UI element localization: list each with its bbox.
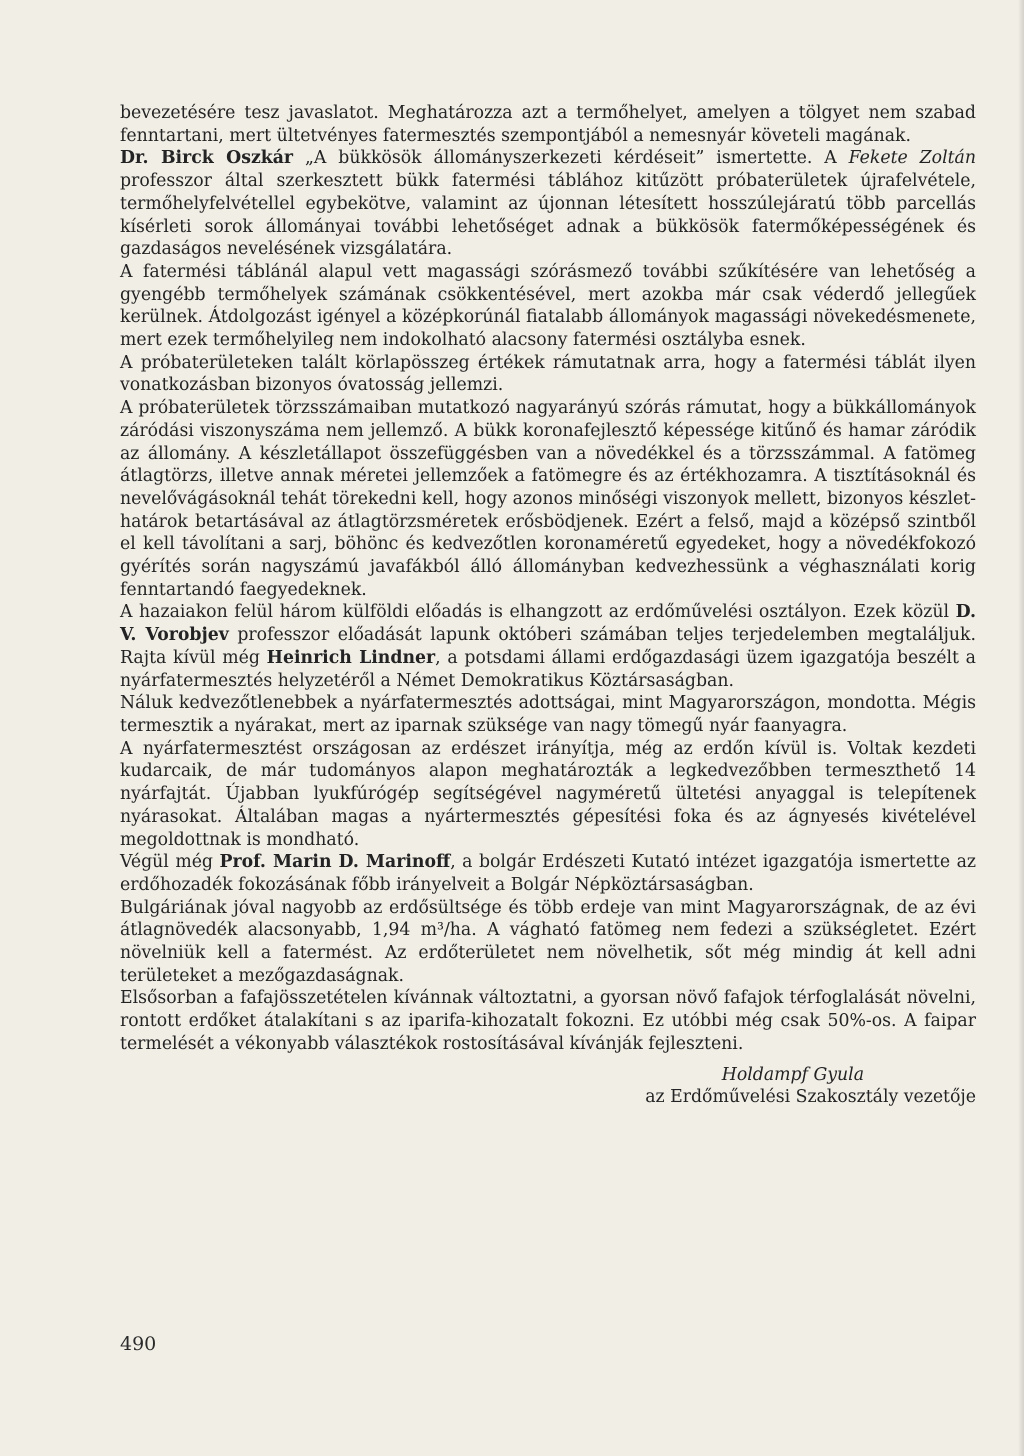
italic-name: Fekete Zoltán	[848, 148, 976, 169]
signature-name: Holdampf Gyula	[721, 1064, 864, 1085]
person-name: Dr. Birck Oszkár	[120, 148, 294, 169]
page-number: 490	[120, 1333, 157, 1355]
article-body	[120, 102, 976, 1109]
paragraph	[120, 601, 976, 692]
paragraph	[120, 147, 976, 261]
person-name: Prof. Marin D. Marinoff	[219, 852, 451, 873]
paragraph	[120, 897, 976, 988]
person-name: Heinrich Lindner	[266, 647, 436, 668]
text-run: A nyárfatermesztést országosan az erdészet irányítja, még az erdőn kívül is. Voltak kezdeti kudarcaik, de már tudományos alapon meghatározták a legkedvezőbben termeszthető 14 nyárfajtát. Újabban lyukfúrógép segítségével nagyméretű ültetési anyaggal is telepítenek nyárasokat. Általában magas a nyártermesztés gépesítési foka és az ágnyesés kivételével megoldottnak is mondható.	[120, 738, 976, 850]
text-run: bevezetésére tesz javaslatot. Meghatározza azt a termőhelyet, amelyen a tölgyet nem szabad fenntartani, mert ültetvényes fatermesztés szempontjából a nemesnyár követeli magának.	[120, 103, 976, 146]
paragraph	[120, 738, 976, 852]
text-run: professzor által szerkesztett bükk fatermési táblához kitűzött próbaterületek újrafelvétele, termőhelyfelvétellel egybekötve, valamint az újonnan létesített hosszúlejáratú több parcellás kísérleti sorok állományai további lehetőséget adnak a bükkösök fatermőképességének és gazdaságos nevelésének vizsgálatára.	[120, 171, 976, 260]
paragraph	[120, 352, 976, 397]
text-run: Bulgáriának jóval nagyobb az erdősültsége és több erdeje van mint Magyarországnak, de az évi átlagnövedék alacsonyabb, 1,94 m³/ha. A vágható fatömeg nem fedezi a szükségletet. Ezért növelniük kell a fatermést. Az erdőterületet nem növelhetik, sőt még mindig át kell adni területeket a mezőgazdaságnak.	[120, 897, 976, 986]
text-run: , a potsdami állami erdőgazdasági üzem igazgatója beszélt a nyárfatermesztés helyzetéről a Német Demokratikus Köztársaságban.	[120, 647, 976, 691]
text-run: Végül még	[120, 852, 220, 873]
paragraph	[120, 261, 976, 352]
text-run: Náluk kedvezőtlenebbek a nyárfatermesztés adottságai, mint Magyarországon, mondotta. Mégis termesztik a nyárakat, mert az iparnak szüksége van nagy tömegű nyár faanyagra.	[120, 693, 976, 736]
page-edge-shadow	[1018, 0, 1024, 1456]
text-run: A próbaterületeken talált körlapösszeg értékek rámutatnak arra, hogy a fatermési táblát ilyen vonatkozásban bizonyos óvatosság jellemzi.	[120, 352, 976, 396]
text-run: A fatermési táblánál alapul vett magassági szórásmező további szűkítésére van lehetőség a gyengébb termőhelyek számának csökkentésével, mert azokba már csak véderdő jellegűek kerülnek. Átdolgozást igényel a középkorúnál fiatalabb állományok magassági növekedésmenete, mert ezek termőhelyileg nem indokolható alacsony fatermési osztályba esnek.	[120, 261, 976, 351]
paragraph	[120, 851, 976, 896]
paragraph	[120, 987, 976, 1055]
text-run: , a bolgár Erdészeti Kutató intézet igazgatója ismertette az erdőhozadék fokozásának főbb irányelveit a Bolgár Népköztársaságban.	[120, 852, 976, 895]
paragraph	[120, 692, 976, 737]
paragraph	[120, 102, 976, 147]
text-run: Elsősorban a fafajösszetételen kívánnak változtatni, a gyorsan növő fafajok térfoglalását növelni, rontott erdőket átalakítani s az iparifa-kihozatalt fokozni. Ez utóbbi még csak 50%-os. A faipar termelését a vékonyabb választékok rostosításával kívánják fejleszteni.	[120, 988, 976, 1054]
text-run: A hazaiakon felül három külföldi előadás is elhangzott az erdőművelési osztályon. Ezek közül	[120, 602, 956, 623]
person-name: D. V. Vorobjev	[120, 602, 976, 646]
signature-role: az Erdőművelési Szakosztály vezetője	[645, 1087, 976, 1108]
paragraph	[120, 397, 976, 601]
text-run: A próbaterületek törzsszámaiban mutatkozó nagyarányú szórás rámutat, hogy a bükkállományok záródási viszonyszáma nem jellemző. A bükk koronafejlesztő képessége kitűnő és hamar záródik az állomány. A készletállapot összefüggésben van a növedékkel és a törzsszámmal. A fatömeg átlagtörzs, illetve annak méretei jellemzőek a fatömegre és az értékhozamra. A tisztításoknál és nevelővágásoknál tehát törekedni kell, hogy azonos minőségi viszonyok mellett, bizonyos készlethatárok betartásával az átlagtörzsméretek erősbödjenek. Ezért a felső, majd a középső szintből el kell távolítani a sarj, böhönc és kedvezőtlen koronaméretű egyedeket, hogy a növedékfokozó gyérítés során nagyszámú javafákból álló állományban kedvezhessünk a véghasználati korig fenntartandó faegyedeknek.	[120, 398, 976, 600]
text-run: „A bükkösök állományszerkezeti kérdéseit” ismertette. A	[293, 148, 849, 169]
text-run: professzor előadását lapunk októberi számában teljes terjedelemben megtaláljuk. Rajta kívül még	[120, 625, 976, 668]
